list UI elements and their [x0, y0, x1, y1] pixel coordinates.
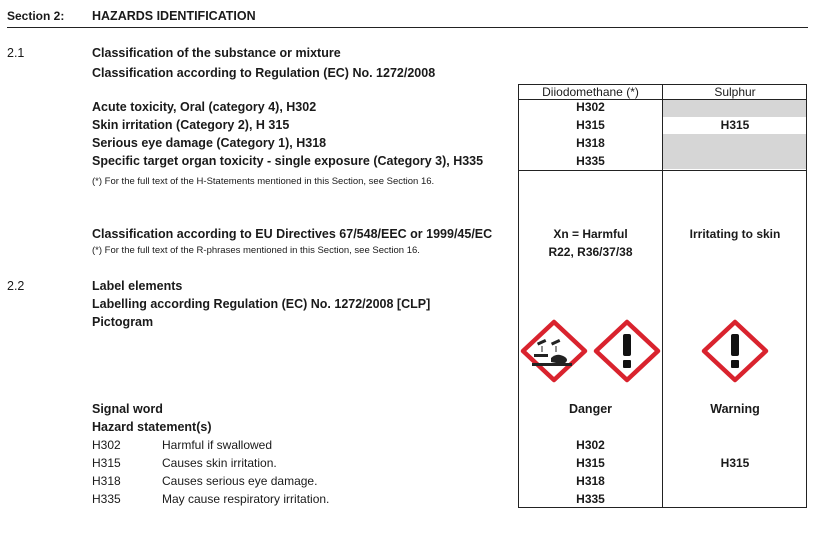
table-cell: H335 — [576, 154, 605, 168]
section-2-1-heading: Classification of the substance or mixture — [92, 46, 341, 60]
corrosion-pictogram-icon — [520, 319, 588, 383]
eu-classification-cell: Xn = Harmful — [553, 227, 628, 241]
signal-word-label: Signal word — [92, 402, 163, 416]
classification-item: Specific target organ toxicity - single exposure (Category 3), H335 — [92, 154, 484, 168]
section-2-2-number: 2.2 — [7, 279, 25, 293]
section-label: Section 2: — [7, 9, 65, 23]
table-cell: H318 — [576, 136, 605, 150]
r-phrases-note: (*) For the full text of the R-phrases mentioned in this Section, see Section 16. — [92, 245, 420, 256]
statement-code: H318 — [92, 474, 121, 488]
empty-cell-shade — [663, 134, 806, 169]
eu-classification-cell: R22, R36/37/38 — [548, 245, 633, 259]
h-statements-note: (*) For the full text of the H-Statements mentioned in this Section, see Section 16. — [92, 176, 435, 187]
table-cell: H315 — [576, 118, 605, 132]
header-rule — [7, 27, 808, 28]
section-2-1-number: 2.1 — [7, 46, 25, 60]
classification-item: Acute toxicity, Oral (category 4), H302 — [92, 100, 317, 114]
hazard-statements-label: Hazard statement(s) — [92, 420, 212, 434]
column-header-diiodomethane: Diiodomethane (*) — [542, 85, 639, 99]
table-cell: H302 — [576, 438, 605, 452]
table-section-rule — [518, 170, 807, 171]
signal-word-sulphur: Warning — [710, 402, 760, 416]
eu-classification-heading: Classification according to EU Directives 67/548/EEC or 1999/45/EC — [92, 227, 493, 241]
statement-text: Causes skin irritation. — [162, 456, 277, 470]
statement-text: May cause respiratory irritation. — [162, 492, 330, 506]
pictogram-label: Pictogram — [92, 315, 154, 329]
eu-classification-cell: Irritating to skin — [689, 227, 781, 241]
column-header-sulphur: Sulphur — [714, 85, 756, 99]
statement-code: H335 — [92, 492, 121, 506]
table-cell: H315 — [576, 456, 605, 470]
statement-text: Causes serious eye damage. — [162, 474, 318, 488]
exclamation-pictogram-icon — [701, 319, 769, 383]
table-cell: H315 — [720, 118, 750, 132]
table-cell: H335 — [576, 492, 605, 506]
section-2-2-heading: Label elements — [92, 279, 183, 293]
signal-word-diiodomethane: Danger — [568, 402, 613, 416]
classification-item: Serious eye damage (Category 1), H318 — [92, 136, 327, 150]
exclamation-pictogram-icon — [593, 319, 661, 383]
section-title: HAZARDS IDENTIFICATION — [92, 9, 256, 23]
statement-text: Harmful if swallowed — [162, 438, 273, 452]
table-cell: H315 — [720, 456, 750, 470]
section-2-2-subheading: Labelling according Regulation (EC) No. 1272/2008 [CLP] — [92, 297, 431, 311]
table-cell: H318 — [576, 474, 605, 488]
classification-item: Skin irritation (Category 2), H 315 — [92, 118, 290, 132]
section-2-1-subheading: Classification according to Regulation (EC) No. 1272/2008 — [92, 66, 436, 80]
statement-code: H302 — [92, 438, 121, 452]
empty-cell-shade — [663, 100, 806, 117]
table-cell: H302 — [576, 100, 605, 114]
statement-code: H315 — [92, 456, 121, 470]
